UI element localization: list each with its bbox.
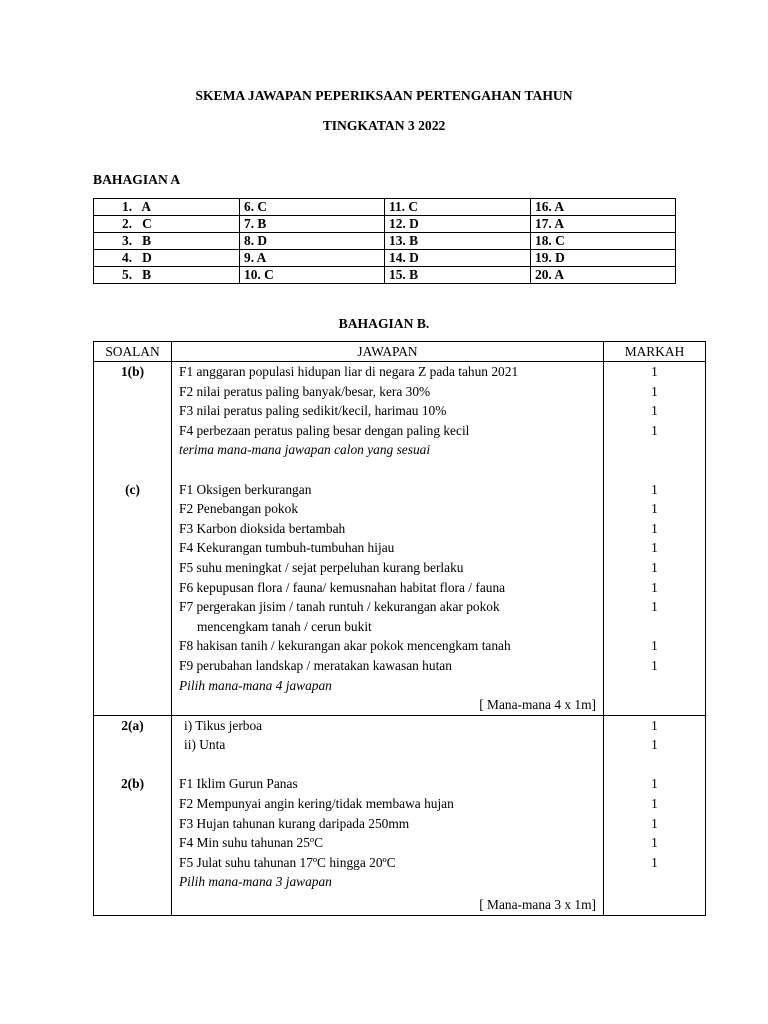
mark-value: 1 (651, 501, 658, 517)
answer-cell: 10. C (240, 267, 385, 284)
answer-line: F3 nilai peratus paling sedikit/kecil, harimau 10% (179, 403, 447, 419)
answer-line: F4 Min suhu tahunan 25ºC (179, 835, 324, 851)
mark-value: 1 (651, 364, 658, 379)
mark-value: 1 (651, 599, 658, 615)
mark-value: 1 (651, 383, 658, 399)
question-1-row (94, 362, 706, 716)
answer-line: F1 Oksigen berkurangan (179, 481, 312, 497)
question-label: 2(a) (121, 717, 144, 733)
question-1-answers (172, 362, 604, 716)
answer-line-continued: mencengkam tanah / cerun bukit (197, 618, 372, 634)
question-2-marks (604, 715, 706, 915)
answer-cell: 2. C (94, 216, 240, 233)
answer-cell: 20. A (531, 267, 676, 284)
header-jawapan: JAWAPAN (172, 342, 604, 362)
section-b-table (93, 341, 706, 916)
answer-cell: 6. C (240, 199, 385, 216)
section-a-answer-table (93, 198, 676, 284)
marks-total: [ Mana-mana 4 x 1m] (479, 697, 596, 713)
answer-line: F2 Mempunyai angin kering/tidak membawa hujan (179, 796, 454, 812)
answer-line: F3 Hujan tahunan kurang daripada 250mm (179, 815, 410, 831)
answer-line: F5 suhu meningkat / sejat perpeluhan kurang berlaku (179, 559, 464, 575)
question-1-marks (604, 362, 706, 716)
document-subtitle: TINGKATAN 3 2022 (322, 118, 446, 133)
answer-note: terima mana-mana jawapan calon yang sesuai (179, 442, 431, 458)
answer-cell: 19. D (531, 250, 676, 267)
answer-cell: 17. A (531, 216, 676, 233)
answer-cell: 5. B (94, 267, 240, 284)
answer-line: F3 Karbon dioksida bertambah (179, 520, 346, 536)
answer-line: F6 kepupusan flora / fauna/ kemusnahan habitat flora / fauna (179, 579, 506, 595)
question-2-answers (172, 715, 604, 915)
document-title: SKEMA JAWAPAN PEPERIKSAAN PERTENGAHAN TAHUN (195, 88, 573, 103)
answer-cell: 15. B (385, 267, 531, 284)
answer-line: F5 Julat suhu tahunan 17ºC hingga 20ºC (179, 854, 396, 870)
answer-row (94, 216, 676, 233)
mark-value: 1 (651, 540, 658, 556)
mark-value: 1 (651, 481, 658, 497)
mark-value: 1 (651, 579, 658, 595)
mark-value: 1 (651, 657, 658, 673)
answer-note: Pilih mana-mana 3 jawapan (179, 874, 332, 890)
marks-total: [ Mana-mana 3 x 1m] (479, 897, 596, 913)
answer-row (94, 233, 676, 250)
answer-cell: 7. B (240, 216, 385, 233)
answer-line: F2 nilai peratus paling banyak/besar, kera 30% (179, 383, 431, 399)
mark-value: 1 (651, 854, 658, 870)
answer-cell: 12. D (385, 216, 531, 233)
mark-value: 1 (651, 638, 658, 654)
answer-line: F1 Iklim Gurun Panas (179, 776, 298, 792)
mark-value: 1 (651, 403, 658, 419)
answer-line: F9 perubahan landskap / meratakan kawasan hutan (179, 657, 452, 673)
answer-cell: 9. A (240, 250, 385, 267)
answer-line: i) Tikus jerboa (184, 717, 263, 733)
mark-value: 1 (651, 520, 658, 536)
answer-cell: 1. A (94, 199, 240, 216)
answer-cell: 11. C (385, 199, 531, 216)
answer-row (94, 267, 676, 284)
question-2-row (94, 715, 706, 915)
mark-value: 1 (651, 737, 658, 753)
mark-value: 1 (651, 422, 658, 438)
header-soalan: SOALAN (94, 342, 172, 362)
question-2-cell (94, 715, 172, 915)
section-a-heading: BAHAGIAN A (93, 172, 181, 187)
answer-row (94, 199, 676, 216)
answer-line: F1 anggaran populasi hidupan liar di negara Z pada tahun 2021 (179, 364, 519, 379)
mark-value: 1 (651, 835, 658, 851)
answer-cell: 13. B (385, 233, 531, 250)
question-label: 1(b) (120, 364, 145, 379)
question-1-cell (94, 362, 172, 716)
question-label: (c) (125, 481, 140, 497)
answer-line: F4 Kekurangan tumbuh-tumbuhan hijau (179, 540, 395, 556)
mark-value: 1 (651, 717, 658, 733)
answer-cell: 3. B (94, 233, 240, 250)
answer-cell: 8. D (240, 233, 385, 250)
answer-cell: 16. A (531, 199, 676, 216)
table-header-row (94, 342, 706, 362)
answer-row (94, 250, 676, 267)
answer-note: Pilih mana-mana 4 jawapan (179, 677, 332, 693)
answer-line: ii) Unta (184, 737, 226, 753)
answer-line: F8 hakisan tanih / kekurangan akar pokok mencengkam tanah (179, 638, 511, 654)
answer-cell: 14. D (385, 250, 531, 267)
answer-line: F4 perbezaan peratus paling besar dengan paling kecil (179, 422, 470, 438)
question-label: 2(b) (120, 776, 145, 792)
answer-cell: 18. C (531, 233, 676, 250)
answer-line: F2 Penebangan pokok (179, 501, 299, 517)
mark-value: 1 (651, 559, 658, 575)
header-markah: MARKAH (604, 342, 706, 362)
answer-cell: 4. D (94, 250, 240, 267)
mark-value: 1 (651, 796, 658, 812)
mark-value: 1 (651, 776, 658, 792)
answer-line: F7 pergerakan jisim / tanah runtuh / kekurangan akar pokok (179, 599, 500, 615)
mark-value: 1 (651, 815, 658, 831)
section-b-heading: BAHAGIAN B. (338, 316, 430, 331)
